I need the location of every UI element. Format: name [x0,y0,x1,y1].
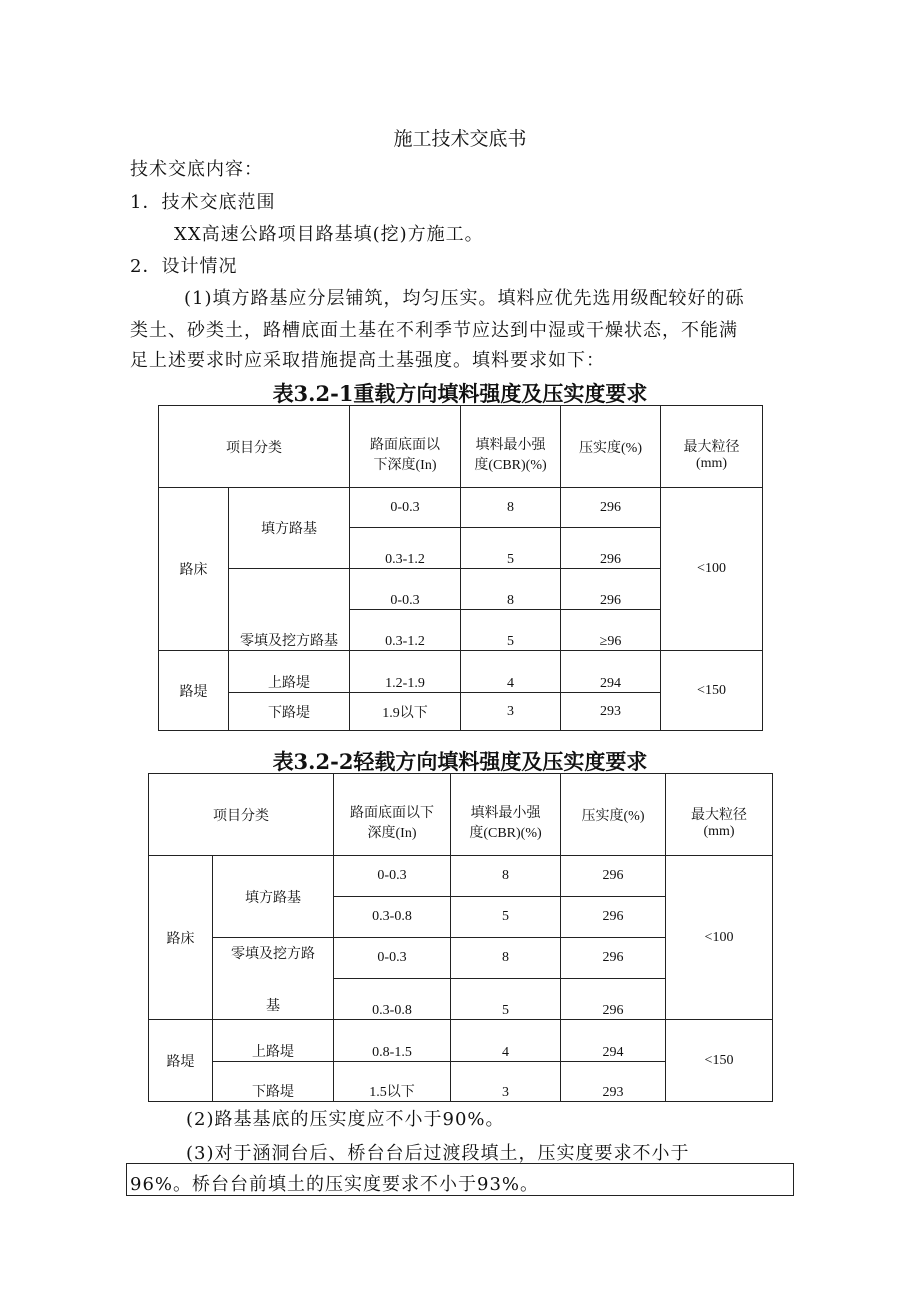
table-row [149,1020,773,1062]
header-category: 项目分类 [159,406,350,488]
cell-cbr: 8 [461,569,561,610]
cell-compaction: 294 [561,651,661,693]
cell-max-size-embankment: <150 [666,1020,773,1102]
cell-cbr: 8 [451,938,561,979]
cell-compaction: 294 [561,1020,666,1062]
cell-depth: 0-0.3 [334,856,451,897]
header-compaction: 压实度(%) [561,774,666,856]
cell-cbr: 5 [451,897,561,938]
cell-max-size-roadbed: <100 [661,488,763,651]
cell-depth: 0.3-0.8 [334,979,451,1020]
table-1 [158,405,763,731]
cell-compaction: ≥96 [561,610,661,651]
cell-cbr: 8 [461,488,561,528]
cell-compaction: 296 [561,897,666,938]
sub-upper-embankment: 上路堤 [213,1020,334,1062]
cell-cbr: 4 [451,1020,561,1062]
paragraph-3-line-1: (3)对于涵洞台后、桥台台后过渡段填土，压实度要求不小于 [186,1143,690,1164]
sub-lower-embankment: 下路堤 [213,1062,334,1102]
cell-depth: 0-0.3 [334,938,451,979]
cell-compaction: 296 [561,979,666,1020]
sub-zero-fill-cut-subgrade: 零填及挖方路基 [229,569,350,651]
table-2-header-row [149,774,773,856]
header-compaction: 压实度(%) [561,406,661,488]
section-1-heading: 1．技术交底范围 [130,192,276,213]
header-depth: 路面底面以 下深度(In) [350,406,461,488]
cell-max-size-embankment: <150 [661,651,763,731]
cell-cbr: 5 [461,528,561,569]
paragraph-2: (2)路基基底的压实度应不小于90%。 [186,1109,505,1130]
header-cbr: 填料最小强 度(CBR)(%) [451,774,561,856]
table-1-caption: 表3.2-1重载方向填料强度及压实度要求 [272,381,648,406]
sub-lower-embankment: 下路堤 [229,693,350,731]
cell-depth: 1.5以下 [334,1062,451,1102]
cell-compaction: 296 [561,528,661,569]
cell-cbr: 3 [451,1062,561,1102]
cell-compaction: 293 [561,693,661,731]
group-embankment: 路堤 [149,1020,213,1102]
table-row [159,651,763,693]
sub-zero-fill-cut-subgrade: 零填及挖方路 基 [213,938,334,1020]
sub-upper-embankment: 上路堤 [229,651,350,693]
cell-compaction: 296 [561,856,666,897]
cell-depth: 0.3-1.2 [350,610,461,651]
header-depth: 路面底面以下 深度(In) [334,774,451,856]
cell-compaction: 296 [561,569,661,610]
cell-max-size-roadbed: <100 [666,856,773,1020]
sub-fill-subgrade: 填方路基 [213,856,334,938]
cell-cbr: 8 [451,856,561,897]
cell-depth: 0.3-0.8 [334,897,451,938]
intro-line: 技术交底内容： [130,159,263,180]
cell-cbr: 3 [461,693,561,731]
group-embankment: 路堤 [159,651,229,731]
table-1-header-row [159,406,763,488]
cell-depth: 0.8-1.5 [334,1020,451,1062]
header-max-size: 最大粒径 (mm) [661,406,763,488]
paragraph-1-line-3: 足上述要求时应采取措施提高土基强度。填料要求如下： [130,350,605,371]
header-cbr: 填料最小强 度(CBR)(%) [461,406,561,488]
cell-compaction: 296 [561,488,661,528]
cell-compaction: 296 [561,938,666,979]
table-2-caption: 表3.2-2轻载方向填料强度及压实度要求 [272,749,648,774]
cell-cbr: 4 [461,651,561,693]
table-2 [148,773,773,1102]
cell-depth: 0-0.3 [350,569,461,610]
cell-depth: 0.3-1.2 [350,528,461,569]
cell-depth: 1.9以下 [350,693,461,731]
sub-fill-subgrade: 填方路基 [229,488,350,569]
cell-cbr: 5 [461,610,561,651]
document-title: 施工技术交底书 [393,128,527,150]
paragraph-3-line-2: 96%。桥台台前填土的压实度要求不小于93%。 [130,1174,540,1195]
table-row [149,856,773,897]
group-roadbed: 路床 [149,856,213,1020]
cell-depth: 0-0.3 [350,488,461,528]
header-category: 项目分类 [149,774,334,856]
cell-cbr: 5 [451,979,561,1020]
header-max-size: 最大粒径 (mm) [666,774,773,856]
group-roadbed: 路床 [159,488,229,651]
table-row [159,488,763,528]
cell-compaction: 293 [561,1062,666,1102]
paragraph-1-line-2: 类土、砂类土，路槽底面土基在不利季节应达到中湿或干燥状态，不能满 [130,320,738,341]
cell-depth: 1.2-1.9 [350,651,461,693]
section-2-heading: 2．设计情况 [130,256,238,277]
section-1-body: XX高速公路项目路基填(挖)方施工。 [174,224,484,245]
paragraph-1-line-1: (1)填方路基应分层铺筑，均匀压实。填料应优先选用级配较好的砾 [184,288,745,309]
